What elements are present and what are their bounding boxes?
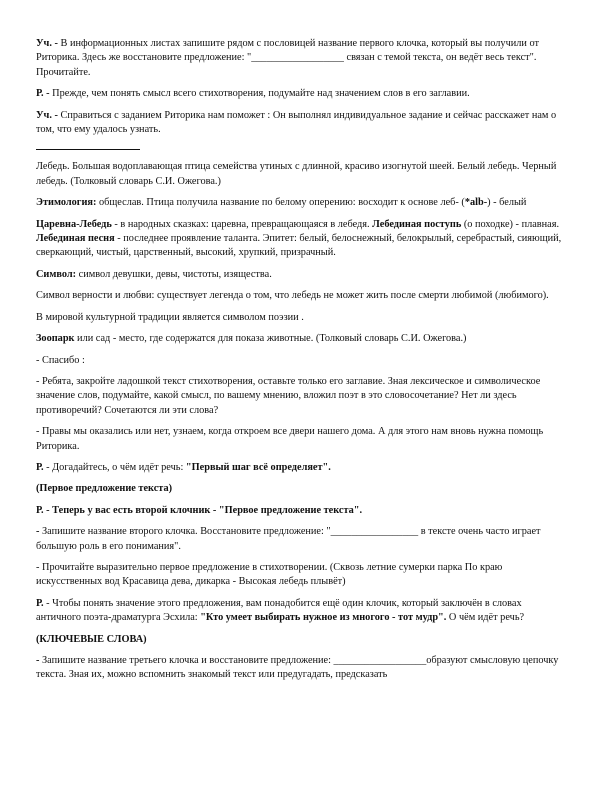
text-run: - Ребята, закройте ладошкой текст стихотворения, оставьте только его заглавие. Зная лексическое и символическое значение слов, подумайте, какой смысл, по вашему мнению, вложил поэт в это словосочетание? Нет ли здесь противоречий? Сочетаются ли эти слова? [36,375,541,416]
text-run: - Правы мы оказались или нет, узнаем, когда откроем все двери нашего дома. А для этого нам вновь нужна помощь Риторика. [36,426,544,452]
paragraph-p13 [36,425,566,454]
bold-text: (КЛЮЧЕВЫЕ СЛОВА) [36,633,147,645]
text-run: ) - белый [487,197,527,209]
bold-text: Лебединая песня [36,233,115,245]
bold-text: *alb- [464,197,488,209]
bold-text: Этимология: [36,197,97,209]
bold-text: Р. - [36,88,50,100]
paragraph-p15 [36,482,566,496]
paragraph-p4 [36,160,566,189]
paragraph-p20 [36,633,566,647]
bold-text: Царевна-Лебедь [36,218,112,230]
bold-text: Зоопарк [36,333,75,345]
text-run: Лебедь. Большая водоплавающая птица семейства утиных с длинной, красиво изогнутой шеей. Белый лебедь. Черный лебедь. (Толковый словарь С.И. Ожегова.) [36,161,557,187]
text-run: - Спасибо : [36,354,85,366]
text-run: - Догадайтесь, о чём идёт речь: [43,461,186,473]
text-run: Запишите название второго клочка. Восстановите предложение: "_________________ в тексте очень часто играет большую роль в его понимания". [36,526,541,552]
paragraph-p10 [36,332,566,346]
paragraph-p9 [36,311,566,325]
bold-text: Символ: [36,268,77,280]
bold-text: (Первое предложение текста) [36,483,173,495]
footnote-separator [36,149,140,150]
paragraph-p6 [36,218,566,261]
bold-text: - [36,526,40,538]
paragraph-p7 [36,268,566,282]
paragraph-p18 [36,561,566,590]
text-run: символ девушки, девы, чистоты, изящества. [76,268,272,280]
text-run: - в народных сказках: царевна, превращающаяся в лебедя. [111,218,373,230]
bold-text: Лебединая поступь [372,218,462,230]
bold-text: Р. [36,597,44,609]
text-run: (о походке) - плавная. [461,218,560,230]
text-run: В мировой культурной традиции является символом поэзии . [36,311,304,323]
text-run: Справиться с заданием Риторика нам поможет : Он выполнял индивидуальное задание и сейчас расскажет нам о том, что ему удалось узнать. [36,109,557,136]
bold-text: Уч. - [36,38,58,49]
text-run: О чём идёт речь? [446,612,525,624]
text-run: Запишите название третьего клочка и восстановите предложение: __________________образуют смысловую цепочку текста. Зная их, можно вспомнить знакомый текст или предугадать, предсказать [36,655,559,681]
text-run: В информационных листах запишите рядом с пословицей название первого клочка, который вы получили от Риторика. Здесь же восстановите предложение: "__________________ связан с темой текста, он ведёт весь текст". Прочитайте. [36,38,539,78]
text-run: Символ верности и любви: существует легенда о том, что лебедь не может жить после смерти любимой (любимого). [36,290,549,302]
paragraph-p14 [36,461,566,475]
paragraph-p11 [36,354,566,368]
text-run: - Прочитайте выразительно первое предложение в стихотворении. (Сквозь летние сумерки парка По краю искусственных вод Красавица дева, дикарка - Высокая лебедь плывёт) [36,561,503,588]
text-run: или сад - место, где содержатся для показа животные. (Толковый словарь С.И. Ожегова.) [74,333,467,345]
bold-text: - [36,655,40,666]
bold-text: Р. [36,461,44,473]
paragraph-p19 [36,597,566,626]
bold-text: "Первый шаг всё определяет". [185,461,331,473]
paragraph-p8 [36,289,566,303]
paragraph-p3 [36,109,566,138]
text-run: общеслав. Птица получила название по белому оперению: восходит к основе леб- ( [96,197,465,209]
paragraph-p21 [36,654,566,683]
text-run: - Чтобы понять значение этого предложения, вам понадобится ещё один клочик, который заключён в словах античного поэта-драматурга Эсхила: [36,597,522,624]
paragraph-p5 [36,196,566,210]
paragraph-p17 [36,525,566,554]
text-run: - последнее проявление таланта. Эпитет: белый, белоснежный, белокрылый, серебрастый, сияющий, сверкающий, чистый, царственный, высокий, хрупкий, призрачный. [36,233,562,259]
paragraph-p2 [36,87,566,101]
paragraph-p12 [36,375,566,418]
bold-text: "Кто умеет выбирать нужное из многого - тот мудр". [200,612,447,624]
paragraph-p16 [36,504,566,518]
paragraph-p1 [36,37,566,80]
bold-text: Уч. - [36,109,58,121]
text-run: Прежде, чем понять смысл всего стихотворения, подумайте над значением слов в его заглавии. [49,88,470,100]
bold-text: Р. - Теперь у вас есть второй клочник - "Первое предложение текста". [36,504,363,516]
